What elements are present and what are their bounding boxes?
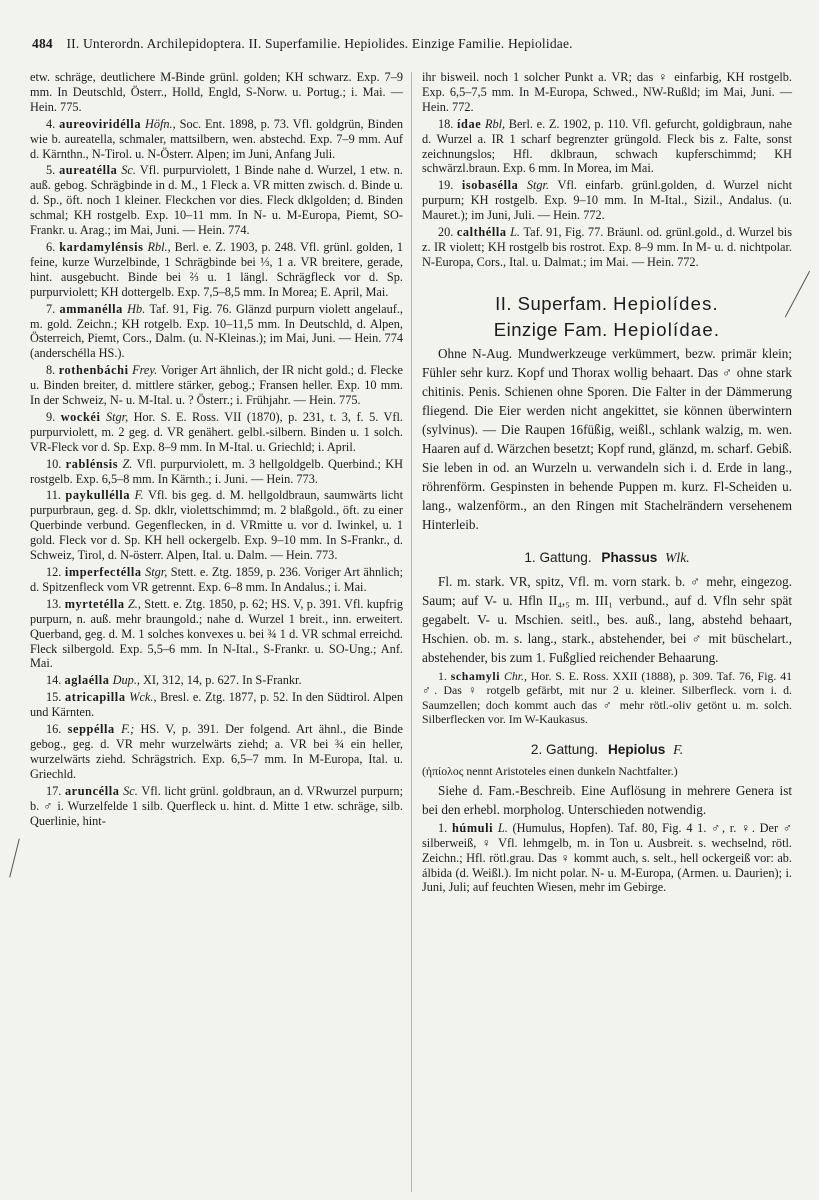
species-number: 11. xyxy=(46,488,66,503)
genus-label: 2. Gattung. xyxy=(530,742,599,758)
family-description: Ohne N-Aug. Mundwerkzeuge verkümmert, bezw. primär klein; Fühler sehr kurz. Kopf und Thorax wollig behaart. Das ♂ ohne stark chitinis. Penis. Schienen ohne Sporen. Die Falter in der Dämmerung fliegend. Die Eier werden nicht angekittet, sie können überwintern (sylvinus). — Die Raupen 16füßig, weißl., schlank walzig, m. wen. Haaren auf d. Wärzchen besetzt; Kopf rund, glänzd, m. scharf. Gebiß. Sie leben in od. an Wurzeln u. verwandeln sich i. d. Erde in lang., röhrenförm. Gespinsten in behende Puppen m. kurz. Fl-Scheiden u. lang., walzenförm., an den Ringen mit Stachelrändern versehenem Hinterleib. xyxy=(422,345,792,532)
species-entry xyxy=(30,240,403,300)
species-entry xyxy=(422,117,792,177)
species-description: Vfl. einfarb. grünl.golden, d. Wurzel nicht purpurn; KH rostgelb. Exp. 9–10 mm. In M-Ital., Sizil., Andalus. (u. Mauret.); im Juni, Juli. — Hein. 772. xyxy=(422,178,792,223)
species-name: seppélla xyxy=(67,722,115,737)
species-entry xyxy=(30,784,403,829)
species-entry xyxy=(422,178,792,223)
species-author: Chr., xyxy=(500,668,531,683)
species-number: 16. xyxy=(46,722,68,737)
species-entry xyxy=(30,363,403,408)
species-author: Höfn., xyxy=(141,116,180,131)
species-name: ammanélla xyxy=(59,301,123,316)
species-author: Rbl., xyxy=(143,239,175,254)
species-name: imperfectélla xyxy=(64,565,142,579)
genus-author: Wlk. xyxy=(665,549,690,565)
species-entry xyxy=(30,673,403,688)
genus-author: F. xyxy=(673,742,684,758)
species-name: aglaélla xyxy=(64,673,110,688)
margin-mark xyxy=(9,838,20,877)
family-heading xyxy=(422,318,792,342)
species-description: Vfl. licht grünl. goldbraun, an d. VRwurzel purpurn; b. ♂ i. Wurzelfelde 1 silb. Querfleck u. hint. d. Mitte 1 etw. schräge, silb. Querlinie, hint- xyxy=(30,783,403,828)
species-number: 19. xyxy=(438,178,462,193)
running-head-text: II. Unterordn. Archilepidoptera. II. Superfamilie. Hepiolides. Einzige Familie. Hepiolidae. xyxy=(66,36,573,51)
entry-continuation: ihr bisweil. noch 1 solcher Punkt a. VR; das ♀ einfarbig, KH rostgelb. Exp. 6,5–7,5 mm. In M-Europa, Schwed., NW-Rußld; im Mai, Juni. — Hein. 772. xyxy=(422,70,792,114)
species-author: Hb. xyxy=(122,301,150,316)
left-column xyxy=(30,70,403,830)
species-description: Hor. S. E. Ross. VII (1870), p. 231, t. 3, f. 5. Vfl. purpurviolett, m. 2 geg. d. VR genähert. gelbl.-silbern. Binden u. 1 solch. VR-Fleck vor d. Sp. Exp. 8–9 mm. In M-Ital. u. Griechld; i. April. xyxy=(30,409,404,454)
species-entry xyxy=(422,821,792,896)
species-name: isobasélla xyxy=(461,178,519,193)
species-entry xyxy=(30,597,403,672)
superfamily-label: II. Superfam. xyxy=(495,292,608,314)
species-author: Stgr. xyxy=(518,178,558,193)
species-description: Berl. e. Z. 1903, p. 248. Vfl. grünl. golden, 1 feine, kurze Wurzelbinde, 1 Schrägbinde bei ⅓, 1 a. VR breitere, gerade, hint. ausgebucht. Binde bei ⅔ u. 1 längl. Schrägfleck vor d. Sp. purpurviolett; KH dottergelb. Exp. 7,5–8,5 mm. In Morea; E. April, Mai. xyxy=(30,239,403,299)
right-entries xyxy=(422,70,792,270)
species-number: 14. xyxy=(46,673,65,688)
species-number: 4. xyxy=(46,116,60,131)
species-description: Taf. 91, Fig. 76. Glänzd purpurn violett angelauf., m. gold. Zeichn.; KH rotgelb. Exp. 10–11,5 mm. In Deutschld, d. Alpen, Österreich, Piemt, Cors., Dalm. (u. N-Kleinas.); im Mai, Juni. — Hein. 774 (anderschélla HS.). xyxy=(30,301,403,361)
species-number: 5. xyxy=(46,163,60,178)
species-author: Sc. xyxy=(119,783,142,798)
genus-name: Phassus xyxy=(601,549,658,565)
species-author: L. xyxy=(493,820,513,835)
species-description: Vfl. purpurviolett, 1 Binde nahe d. Wurzel, 1 etw. n. auß. gebog. Schrägbinde in d. M., 1 Fleck a. VR mitten zwisch. d. Binde u. d. Sp., öft. noch 1 kleiner. Fleckchen vor dies. Fleck dklgolden; d. Binden schmal; KH rostgelb. Exp. 10–11 mm. In N- u. M-Europa, Piemt, SO-Frankr. u. Arag.; im Mai, Juni. — Hein. 774. xyxy=(30,163,403,238)
species-author: L. xyxy=(506,225,524,240)
family-label: Einzige Fam. xyxy=(493,318,608,340)
species-name: atricapilla xyxy=(65,690,126,705)
species-entry xyxy=(30,410,403,455)
species-description: Taf. 91, Fig. 77. Bräunl. od. grünl.gold., d. Wurzel bis z. IR violett; KH rostgelb bis rostrot. Exp. 8–9 mm. In M- u. d. nichtpolar. N-Europa, Cors., Ital. u. Dalmat.; im Mai. — Hein. 772. xyxy=(422,225,793,269)
genus-heading-hepiolus xyxy=(422,742,792,758)
species-description: Stett. e. Ztg. 1859, p. 236. Voriger Art ähnlich; d. Spitzenfleck vom VR getrennt. Exp. 6–8 mm. In Andalus.; i. Mai. xyxy=(30,565,403,594)
species-number: 1. xyxy=(438,668,451,683)
species-number: 15. xyxy=(46,690,66,705)
species-name: ídae xyxy=(457,116,482,131)
species-description: HS. V, p. 391. Der folgend. Art ähnl., die Binde gebog., geg. d. VR mehr wurzelwärts ziehd; a. VR bei ¾ ein heller, wurzelwärts ziehd. Schrägstrich. Exp. 6,5–7 mm. In M-Europa, Ital. u. Griechld. xyxy=(30,722,403,781)
species-entry xyxy=(422,225,792,270)
species-entry xyxy=(30,117,403,162)
species-name: aureoviridélla xyxy=(59,116,142,131)
species-description: Hor. S. E. Ross. XXII (1888), p. 309. Taf. 76, Fig. 41 ♂. Das ♀ rotgelb gefärbt, mit nur 2 u. kleiner. Silberfleck. vorn i. d. Saumzellen; doch kommt auch das ♂ mehr rötl.-oliv getönt u. m. solch. Silberflecken vor. Im W-Kaukasus. xyxy=(422,668,793,726)
species-description: Stett. e. Ztg. 1850, p. 62; HS. V, p. 391. Vfl. kupfrig purpurn, n. auß. mehr braungold.; nahe d. Wurzel 1 breit., inn. erweitert. Querband, geg. d. M. 1 solches konvexes u. bei ¾ 1 d. VR schmal erreichd. Fleck silbergold. Exp. 5,5–6 mm. In N-Ital., S-Frankr. u. SO-Ung.; Anf. Mai. xyxy=(30,596,403,671)
species-number: 9. xyxy=(46,409,61,424)
species-name: wockéi xyxy=(60,409,101,424)
species-description: Bresl. e. Ztg. 1877, p. 52. In den Südtirol. Alpen und Kärnten. xyxy=(30,690,403,720)
species-author: Dup., xyxy=(109,673,144,688)
species-author: Sc. xyxy=(117,163,140,178)
species-name: húmuli xyxy=(451,820,494,835)
genus-description-phassus: Fl. m. stark. VR, spitz, Vfl. m. vorn stark. b. ♂ mehr, eingezog. Saum; auf V- u. Hfln II₄,₅ m. III₁ verbund., auf d. Vfln sehr spät gegabelt. V- u. Mschien. seitl., bes. auß., lang, abstehd behaart, Hschien. ob. m. s. lang., stark., abstehender, bei ♂ mit büschelart., abstehender, bis zum 1. Fußglied reichender Behaarung. xyxy=(422,573,792,665)
species-entry xyxy=(30,722,403,782)
species-author: F. xyxy=(130,488,149,503)
superfamily-heading xyxy=(422,292,792,316)
species-description: Voriger Art ähnlich, der IR nicht gold.; d. Flecke u. Binden breiter, d. mittlere stärker, gebog.; Fransen heller. Exp. 10 mm. In der Schweiz, N- u. M-Ital. u. ? Österr.; i. Frühjahr. — Hein. 775. xyxy=(30,363,403,408)
page-number: 484 xyxy=(32,36,53,51)
species-name: aruncélla xyxy=(64,783,120,798)
species-author: Frey. xyxy=(128,363,161,378)
species-number: 7. xyxy=(46,301,60,316)
species-description: Soc. Ent. 1898, p. 73. Vfl. goldgrün, Binden wie b. aureatella, schmaler, mattsilbern, wen. abstechd. Exp. 7–9 mm. Auf d. Kärnthn., N-Tirol. u. N-Österr. Alpen; im Juni, Anfang Juli. xyxy=(30,116,404,161)
phassus-species xyxy=(422,669,792,727)
species-number: 8. xyxy=(46,363,59,378)
species-author: F.; xyxy=(114,722,141,737)
superfamily-name: Hepiolídes. xyxy=(613,292,719,314)
species-name: myrtetélla xyxy=(64,596,125,611)
genus-etymology-note: (ἠπίολος nennt Aristoteles einen dunkeln Nachtfalter.) xyxy=(422,764,678,779)
species-entry xyxy=(30,163,403,238)
species-author: Stgr, xyxy=(141,565,171,579)
species-description: Berl. e. Z. 1902, p. 110. Vfl. gefurcht, goldigbraun, nahe d. Wurzel a. IR 1 scharf begrenzter grüngold. Fleck bis z. Falte, sonst zeichnungslos; Hfl. dklbraun, schwach kupferschimmd; KH schwärzl.braun. Exp. 6 mm. In Morea, im Mai. xyxy=(422,116,792,176)
species-entry xyxy=(30,302,403,362)
genus-description-hepiolus: Siehe d. Fam.-Beschreib. Eine Auflösung in mehrere Genera ist bei den erhebl. morpholog. Unterschieden notwendig. xyxy=(422,782,792,817)
species-name: rablénsis xyxy=(65,456,119,471)
species-author: Rbl, xyxy=(481,116,509,131)
species-description: Vfl. purpurviolett, m. 3 hellgoldgelb. Querbind.; KH rostgelb. Exp. 6,5–8 mm. In Kärnth.; i. Juni. — Hein. 773. xyxy=(30,456,403,486)
species-author: Stgr, xyxy=(100,409,134,424)
species-number: 6. xyxy=(46,239,60,254)
species-description: (Humulus, Hopfen). Taf. 80, Fig. 4 1. ♂, r. ♀. Der ♂ silberweiß, ♀ Vfl. lehmgelb, m. in Ton u. Ausbreit. s. wechselnd, rötl. Zeichn.; Hfl. rötl.grau. Das ♀ kommt auch, s. selt., hell ockergeiß vor: ab. álbida (d. Weißl.). Im nicht polar. N- u. M-Europa, (Armen. u. Daurien); i. Juni, Juli; auf feuchten Wiesen, mehr im Gebirge. xyxy=(422,820,793,895)
species-entry xyxy=(30,565,403,595)
species-author: Wck., xyxy=(125,690,161,705)
species-entry xyxy=(30,457,403,487)
species-name: aureatélla xyxy=(59,163,118,178)
species-number: 13. xyxy=(46,596,65,611)
genus-label: 1. Gattung. xyxy=(524,549,592,565)
species-name: rothenbáchi xyxy=(58,363,129,378)
right-column xyxy=(422,70,792,897)
species-description: XI, 312, 14, p. 627. In S-Frankr. xyxy=(143,673,302,688)
species-number: 1. xyxy=(438,820,452,835)
species-entry xyxy=(30,690,403,720)
genus-heading-phassus xyxy=(422,550,792,566)
species-number: 10. xyxy=(46,456,66,471)
species-name: kardamylénsis xyxy=(59,239,144,254)
genus-name: Hepiolus xyxy=(607,742,666,758)
species-description: Vfl. bis geg. d. M. hellgoldbraun, saumwärts licht purpurbraun, geg. d. Sp. dklr, violettschimmd; m. 2 blaßgold., öft. zu einer Querbinde verbund. Gegenflecken, in d. VRmitte u. vor d. Iwinkel, u. 1 gold. Fleck vor d. Sp. KH hell ockergelb. Exp. 9–10 mm. In S-Frankr., d. Schweiz, Tirol, d. N-österr. Alpen, Ital. u. Dalm. — Hein. 773. xyxy=(30,488,403,563)
species-number: 18. xyxy=(438,116,458,131)
species-number: 17. xyxy=(46,783,65,798)
column-divider xyxy=(411,72,412,1192)
species-name: paykullélla xyxy=(65,488,131,503)
species-number: 12. xyxy=(46,565,65,579)
species-entry xyxy=(30,488,403,563)
family-name: Hepiolídae. xyxy=(613,318,721,340)
species-author: Z. xyxy=(118,456,137,471)
hepiolus-species xyxy=(422,821,792,896)
species-number: 20. xyxy=(438,225,457,240)
running-head xyxy=(32,36,792,52)
species-name: schamyli xyxy=(450,668,501,683)
species-entry xyxy=(422,669,792,727)
entry-continuation: etw. schräge, deutlichere M-Binde grünl. golden; KH schwarz. Exp. 7–9 mm. In Deutschld, Österr., Holld, Engld, S-Norw. u. Portug.; i. Mai. — Hein. 775. xyxy=(30,70,403,114)
species-name: calthélla xyxy=(456,225,507,240)
species-author: Z., xyxy=(124,596,145,611)
